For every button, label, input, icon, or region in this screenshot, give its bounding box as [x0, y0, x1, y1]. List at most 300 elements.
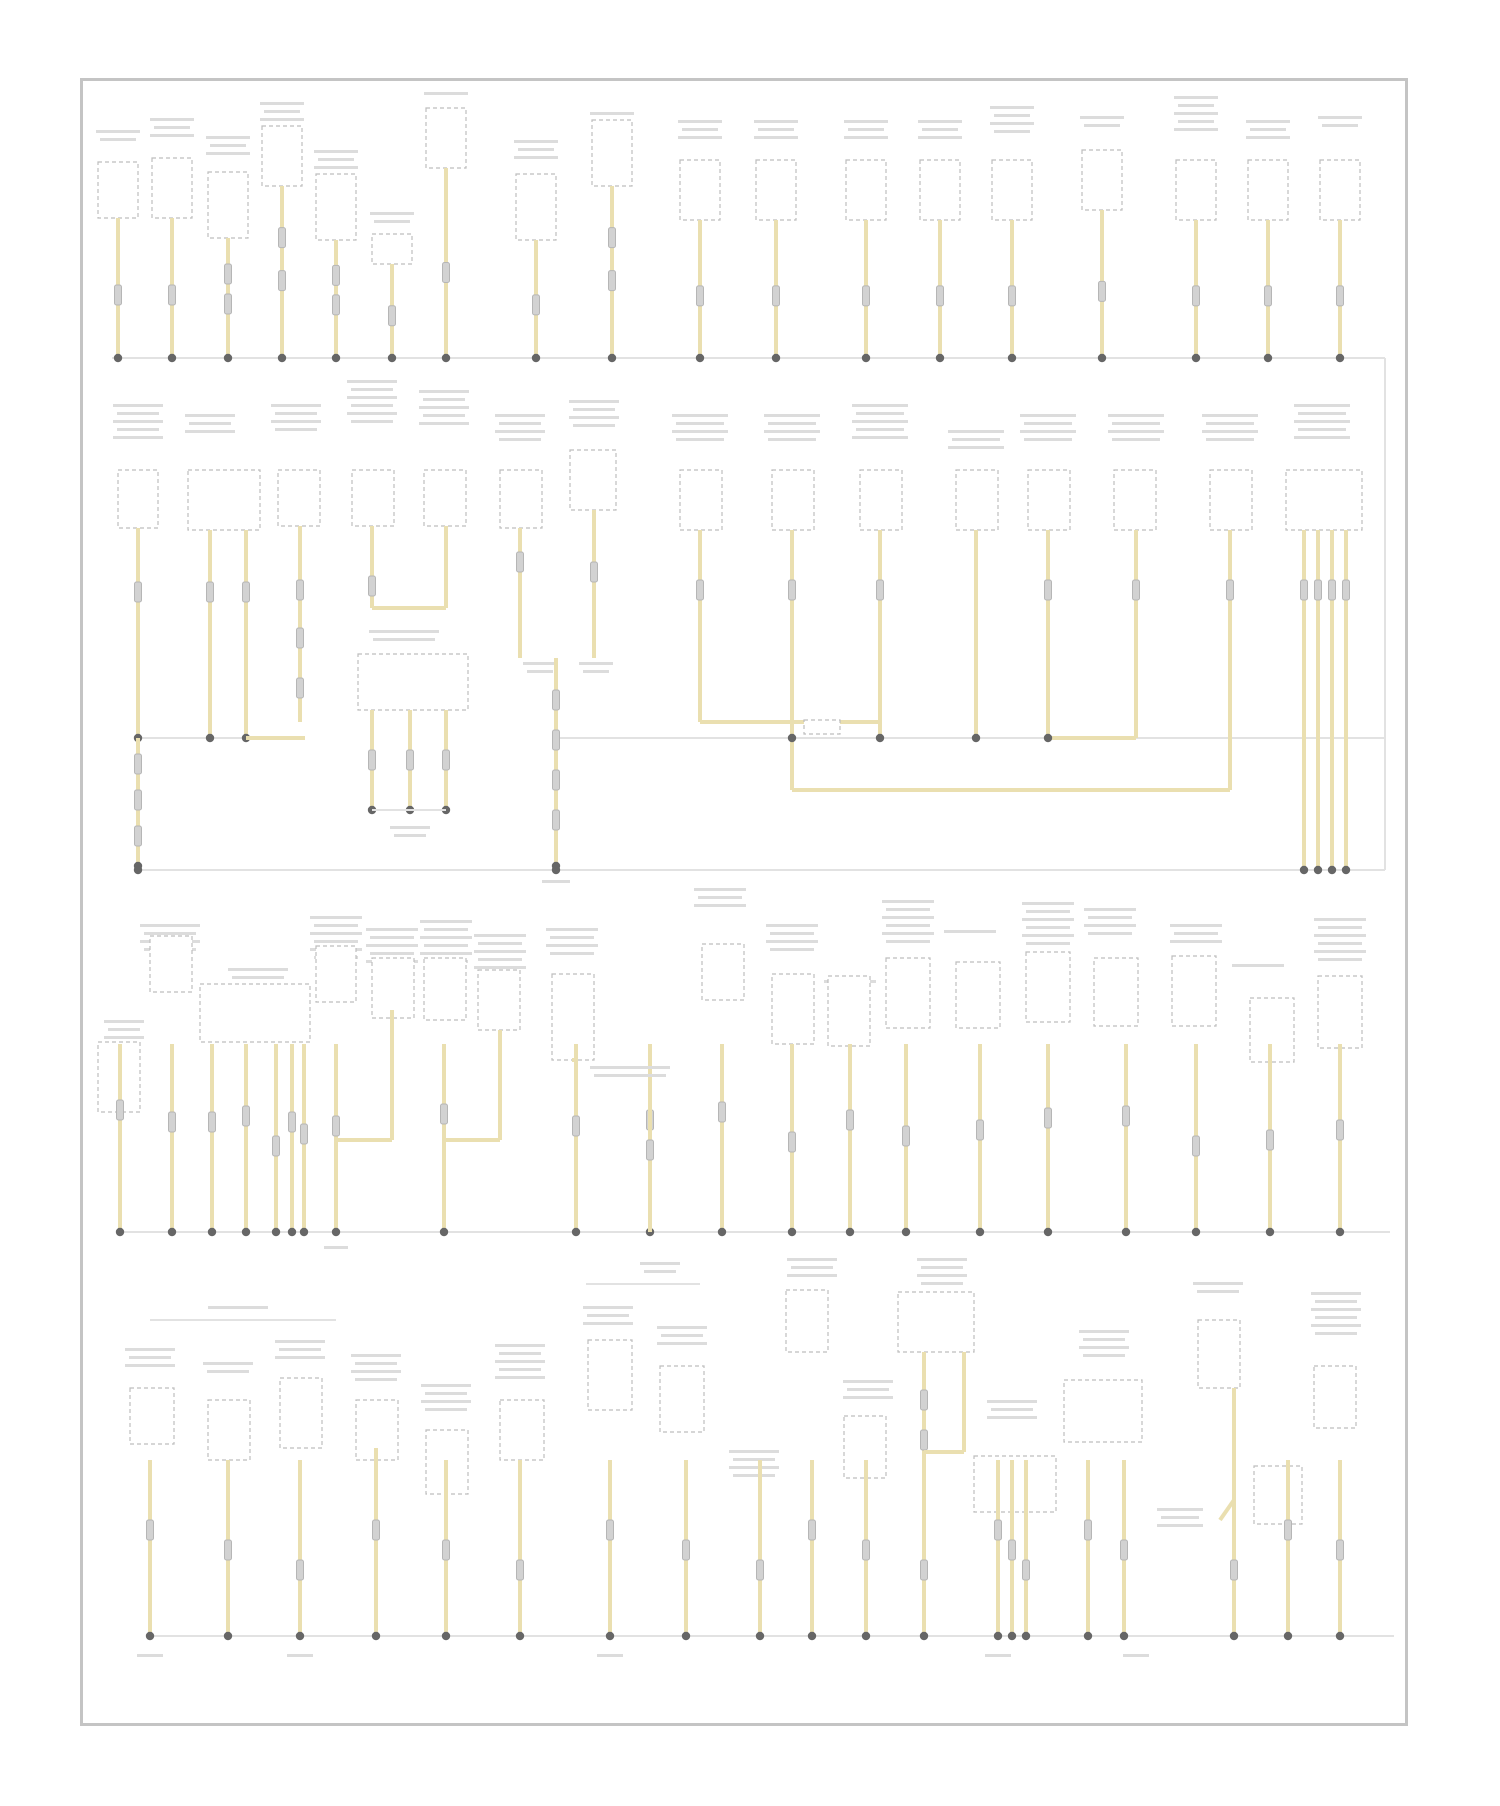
- component-label-line: [766, 940, 818, 943]
- component-label-line: [882, 932, 934, 935]
- component-label-line: [787, 1274, 837, 1277]
- component-label-line: [495, 1344, 545, 1347]
- component-label-line: [1294, 436, 1350, 439]
- component-label-line: [1318, 958, 1362, 961]
- component-label-line: [1318, 926, 1362, 929]
- component-label-line: [347, 412, 397, 415]
- component-label-line: [657, 1342, 707, 1345]
- component-label-line: [944, 930, 996, 933]
- component-label-line: [117, 428, 159, 431]
- connector-pin: [977, 1120, 984, 1140]
- connector-pin: [1285, 1520, 1292, 1540]
- ground-point: [1044, 1228, 1052, 1236]
- component-label-line: [770, 948, 814, 951]
- component-block: [680, 160, 720, 220]
- component-label-line: [514, 140, 558, 143]
- component-block: [98, 162, 138, 218]
- connector-pin: [443, 263, 450, 283]
- ground-point: [1022, 1632, 1030, 1640]
- component-label-line: [733, 1474, 775, 1477]
- component-label-line: [594, 1074, 666, 1077]
- connector-pin: [1301, 580, 1308, 600]
- component-label-line: [918, 120, 962, 123]
- component-label-line: [347, 380, 397, 383]
- component-label-line: [1202, 430, 1258, 433]
- connector-pin: [1009, 286, 1016, 306]
- component-label-line: [886, 940, 930, 943]
- component-label-line: [994, 114, 1030, 117]
- component-label-line: [390, 826, 430, 829]
- component-label-line: [351, 1354, 401, 1357]
- connector-pin: [135, 826, 142, 846]
- component-label-line: [419, 406, 469, 409]
- component-block: [1028, 470, 1070, 530]
- connector-pin: [1231, 1560, 1238, 1580]
- component-label-line: [523, 662, 557, 665]
- ground-point: [862, 354, 870, 362]
- component-label-line: [495, 414, 545, 417]
- ground-point: [1084, 1632, 1092, 1640]
- connector-pin: [279, 271, 286, 291]
- connector-pin: [169, 285, 176, 305]
- component-label-line: [1315, 1332, 1357, 1335]
- component-label-line: [228, 968, 288, 971]
- ground-point: [994, 1632, 1002, 1640]
- component-block: [424, 958, 466, 1020]
- ground-point: [134, 866, 142, 874]
- component-label-line: [1197, 1290, 1239, 1293]
- component-label-line: [678, 136, 722, 139]
- component-label-line: [347, 396, 397, 399]
- connector-pin: [243, 582, 250, 602]
- component-label-line: [117, 412, 159, 415]
- component-block: [316, 946, 356, 1002]
- component-label-line: [1174, 932, 1218, 935]
- component-label-line: [423, 414, 465, 417]
- connector-pin: [209, 1112, 216, 1132]
- connector-pin: [135, 754, 142, 774]
- connector-pin: [169, 1112, 176, 1132]
- connector-pin: [135, 582, 142, 602]
- component-label-line: [474, 934, 526, 937]
- component-label-line: [424, 928, 468, 931]
- component-label-line: [137, 1654, 163, 1657]
- component-label-line: [856, 428, 904, 431]
- connector-pin: [373, 1520, 380, 1540]
- connector-pin: [1267, 1130, 1274, 1150]
- component-label-line: [550, 952, 594, 955]
- component-label-line: [1318, 116, 1362, 119]
- component-label-line: [1250, 128, 1286, 131]
- connector-pin: [1009, 1540, 1016, 1560]
- ground-point: [1230, 1632, 1238, 1640]
- component-label-line: [579, 662, 613, 665]
- component-label-line: [370, 952, 414, 955]
- ground-point: [288, 1228, 296, 1236]
- component-label-line: [754, 120, 798, 123]
- component-label-line: [355, 1378, 397, 1381]
- component-label-line: [1246, 120, 1290, 123]
- ground-point: [682, 1632, 690, 1640]
- connector-pin: [147, 1520, 154, 1540]
- component-block: [786, 1290, 828, 1352]
- connector-pin: [225, 1540, 232, 1560]
- connector-pin: [1337, 1120, 1344, 1140]
- connector-pin: [1085, 1520, 1092, 1540]
- component-label-line: [208, 1306, 268, 1309]
- connector-pin: [847, 1110, 854, 1130]
- component-label-line: [495, 430, 545, 433]
- component-label-line: [324, 1246, 348, 1249]
- component-label-line: [499, 438, 541, 441]
- ground-point: [208, 1228, 216, 1236]
- component-label-line: [207, 1370, 249, 1373]
- component-label-line: [922, 128, 958, 131]
- connector-pin: [517, 552, 524, 572]
- connector-pin: [1265, 286, 1272, 306]
- component-label-line: [1112, 438, 1160, 441]
- ground-point: [718, 1228, 726, 1236]
- component-label-line: [499, 1368, 541, 1371]
- component-block: [756, 160, 796, 220]
- component-label-line: [421, 1400, 471, 1403]
- component-label-line: [314, 940, 358, 943]
- component-label-line: [125, 1364, 175, 1367]
- component-label-line: [419, 390, 469, 393]
- component-label-line: [1088, 916, 1132, 919]
- connector-pin: [1337, 286, 1344, 306]
- connector-pin: [683, 1540, 690, 1560]
- component-label-line: [1170, 924, 1222, 927]
- component-label-line: [1157, 1508, 1203, 1511]
- component-label-line: [1084, 924, 1136, 927]
- component-block: [1314, 1366, 1356, 1428]
- component-label-line: [948, 446, 1004, 449]
- component-block: [188, 470, 260, 530]
- component-label-line: [394, 834, 426, 837]
- ground-point: [146, 1632, 154, 1640]
- component-label-line: [264, 110, 300, 113]
- component-label-line: [421, 1384, 471, 1387]
- ground-point: [808, 1632, 816, 1640]
- component-block: [570, 450, 616, 510]
- ground-point: [1098, 354, 1106, 362]
- connector-pin: [1315, 580, 1322, 600]
- component-block: [886, 958, 930, 1028]
- component-label-line: [1294, 404, 1350, 407]
- connector-pin: [573, 1116, 580, 1136]
- component-label-line: [852, 436, 908, 439]
- component-label-line: [698, 896, 742, 899]
- component-block: [352, 470, 394, 526]
- component-block: [500, 470, 542, 528]
- connector-pin: [757, 1560, 764, 1580]
- component-label-line: [369, 630, 439, 633]
- component-label-line: [366, 944, 418, 947]
- component-label-line: [1161, 1516, 1199, 1519]
- component-label-line: [1311, 1308, 1361, 1311]
- component-block: [424, 470, 466, 526]
- connector-pin: [369, 576, 376, 596]
- component-label-line: [1108, 430, 1164, 433]
- connector-pin: [609, 271, 616, 291]
- component-label-line: [990, 106, 1034, 109]
- connector-pin: [789, 580, 796, 600]
- connector-pin: [877, 580, 884, 600]
- component-block: [516, 174, 556, 240]
- component-label-line: [420, 952, 472, 955]
- component-label-line: [917, 1274, 967, 1277]
- component-label-line: [424, 92, 468, 95]
- connector-pin: [279, 228, 286, 248]
- component-label-line: [1026, 926, 1070, 929]
- ground-point: [1008, 1632, 1016, 1640]
- connector-pin: [1045, 1108, 1052, 1128]
- component-label-line: [1232, 964, 1284, 967]
- component-label-line: [694, 888, 746, 891]
- connector-pin: [225, 294, 232, 314]
- component-block: [1248, 160, 1288, 220]
- component-label-line: [1314, 918, 1366, 921]
- connector-pin: [297, 678, 304, 698]
- component-label-line: [657, 1326, 707, 1329]
- ground-point: [972, 734, 980, 742]
- ground-point: [224, 1632, 232, 1640]
- component-label-line: [768, 438, 816, 441]
- component-label-line: [495, 1360, 545, 1363]
- component-block: [1286, 470, 1362, 530]
- ground-point: [300, 1228, 308, 1236]
- component-label-line: [104, 1036, 144, 1039]
- connector-pin: [1123, 1106, 1130, 1126]
- connector-pin: [273, 1136, 280, 1156]
- component-label-line: [1170, 940, 1222, 943]
- component-label-line: [275, 1356, 325, 1359]
- component-label-line: [100, 138, 136, 141]
- component-label-line: [764, 430, 820, 433]
- component-label-line: [1083, 1354, 1125, 1357]
- component-block: [1254, 1466, 1302, 1524]
- connector-pin: [297, 580, 304, 600]
- component-label-line: [366, 928, 418, 931]
- component-label-line: [150, 134, 194, 137]
- connector-pin: [809, 1520, 816, 1540]
- connector-pin: [591, 562, 598, 582]
- component-label-line: [1157, 1524, 1203, 1527]
- ground-point: [552, 866, 560, 874]
- component-block: [150, 936, 192, 992]
- component-block: [860, 470, 902, 530]
- connector-pin: [553, 730, 560, 750]
- ground-point: [442, 1632, 450, 1640]
- component-label-line: [583, 1322, 633, 1325]
- connector-pin: [789, 1132, 796, 1152]
- component-label-line: [419, 422, 469, 425]
- connector-pin: [995, 1520, 1002, 1540]
- component-label-line: [987, 1400, 1037, 1403]
- ground-point: [272, 1228, 280, 1236]
- component-label-line: [527, 670, 553, 673]
- ground-point: [224, 354, 232, 362]
- component-label-line: [310, 916, 362, 919]
- ground-point: [788, 1228, 796, 1236]
- component-label-line: [550, 936, 594, 939]
- connector-pin: [115, 285, 122, 305]
- ground-point: [976, 1228, 984, 1236]
- component-label-line: [682, 128, 718, 131]
- connector-pin: [407, 750, 414, 770]
- component-label-line: [1174, 96, 1218, 99]
- ground-point: [1284, 1632, 1292, 1640]
- component-block: [592, 120, 632, 186]
- ground-point: [846, 1228, 854, 1236]
- component-label-line: [1315, 1316, 1357, 1319]
- component-label-line: [1206, 422, 1254, 425]
- component-label-line: [206, 152, 250, 155]
- ground-point: [440, 1228, 448, 1236]
- ground-point: [168, 1228, 176, 1236]
- ground-point: [862, 1632, 870, 1640]
- component-label-line: [1088, 932, 1132, 935]
- component-label-line: [314, 150, 358, 153]
- component-label-line: [661, 1334, 703, 1337]
- component-label-line: [1318, 942, 1362, 945]
- component-label-line: [856, 412, 904, 415]
- component-label-line: [843, 1396, 893, 1399]
- connector-pin: [1099, 281, 1106, 301]
- component-label-line: [1178, 104, 1214, 107]
- connector-pin: [1023, 1560, 1030, 1580]
- component-label-line: [232, 976, 284, 979]
- component-label-line: [640, 1262, 680, 1265]
- connector-pin: [903, 1126, 910, 1146]
- component-label-line: [546, 928, 598, 931]
- ground-point: [242, 1228, 250, 1236]
- component-label-line: [370, 936, 414, 939]
- connector-pin: [553, 690, 560, 710]
- component-label-line: [420, 920, 472, 923]
- component-block: [118, 470, 158, 528]
- component-label-line: [921, 1282, 963, 1285]
- component-block: [1198, 1320, 1240, 1388]
- component-label-line: [844, 120, 888, 123]
- component-block: [1026, 952, 1070, 1022]
- component-block: [1172, 956, 1216, 1026]
- component-label-line: [733, 1458, 775, 1461]
- component-label-line: [1315, 1300, 1357, 1303]
- ground-point: [608, 354, 616, 362]
- component-label-line: [587, 1314, 629, 1317]
- component-block: [680, 470, 722, 530]
- component-block: [152, 158, 192, 218]
- component-block: [1094, 958, 1138, 1026]
- component-block: [552, 974, 594, 1060]
- connector-pin: [517, 1560, 524, 1580]
- component-block: [920, 160, 960, 220]
- component-label-line: [768, 422, 816, 425]
- ground-point: [788, 734, 796, 742]
- component-label-line: [852, 420, 908, 423]
- component-label-line: [729, 1466, 779, 1469]
- ground-point: [1122, 1228, 1130, 1236]
- component-block: [898, 1292, 974, 1352]
- connector-pin: [225, 264, 232, 284]
- component-label-line: [203, 1362, 253, 1365]
- component-block: [130, 1388, 174, 1444]
- ground-point: [1342, 866, 1350, 874]
- component-block: [1318, 976, 1362, 1048]
- ground-point: [772, 354, 780, 362]
- component-block: [1320, 160, 1360, 220]
- ground-point: [372, 1632, 380, 1640]
- component-label-line: [499, 1352, 541, 1355]
- component-label-line: [279, 1348, 321, 1351]
- component-label-line: [1024, 438, 1072, 441]
- component-block: [358, 654, 468, 710]
- ground-point: [516, 1632, 524, 1640]
- component-label-line: [1314, 934, 1366, 937]
- component-block: [1082, 150, 1122, 210]
- ground-point: [1336, 354, 1344, 362]
- component-block: [200, 984, 310, 1042]
- component-label-line: [843, 1380, 893, 1383]
- ground-point: [572, 1228, 580, 1236]
- component-block: [828, 976, 870, 1046]
- component-label-line: [275, 428, 317, 431]
- component-label-line: [474, 966, 526, 969]
- component-label-line: [1022, 934, 1074, 937]
- ground-point: [332, 1228, 340, 1236]
- component-label-line: [597, 1654, 623, 1657]
- component-label-line: [1079, 1330, 1129, 1333]
- component-label-line: [1311, 1292, 1361, 1295]
- component-label-line: [189, 422, 231, 425]
- ground-point: [114, 354, 122, 362]
- ground-point: [116, 1228, 124, 1236]
- component-label-line: [590, 112, 634, 115]
- component-label-line: [672, 414, 728, 417]
- ground-point: [168, 354, 176, 362]
- component-label-line: [108, 1028, 140, 1031]
- component-block: [992, 160, 1032, 220]
- component-label-line: [791, 1266, 833, 1269]
- connector-pin: [1193, 1136, 1200, 1156]
- connector-pin: [1227, 580, 1234, 600]
- component-label-line: [583, 1306, 633, 1309]
- component-label-line: [1298, 428, 1346, 431]
- component-label-line: [569, 400, 619, 403]
- component-label-line: [370, 212, 414, 215]
- splice-block: [804, 720, 840, 734]
- ground-point: [1192, 354, 1200, 362]
- ground-point: [876, 734, 884, 742]
- connector-pin: [369, 750, 376, 770]
- component-label-line: [1178, 120, 1214, 123]
- component-label-line: [847, 1388, 889, 1391]
- component-block: [278, 470, 320, 526]
- component-label-line: [1112, 422, 1160, 425]
- component-label-line: [1020, 430, 1076, 433]
- connector-pin: [441, 1104, 448, 1124]
- component-label-line: [1084, 124, 1120, 127]
- component-label-line: [886, 924, 930, 927]
- ground-point: [332, 354, 340, 362]
- component-label-line: [921, 1266, 963, 1269]
- ground-point: [206, 734, 214, 742]
- component-block: [262, 126, 302, 186]
- ground-point: [1044, 734, 1052, 742]
- component-label-line: [1311, 1324, 1361, 1327]
